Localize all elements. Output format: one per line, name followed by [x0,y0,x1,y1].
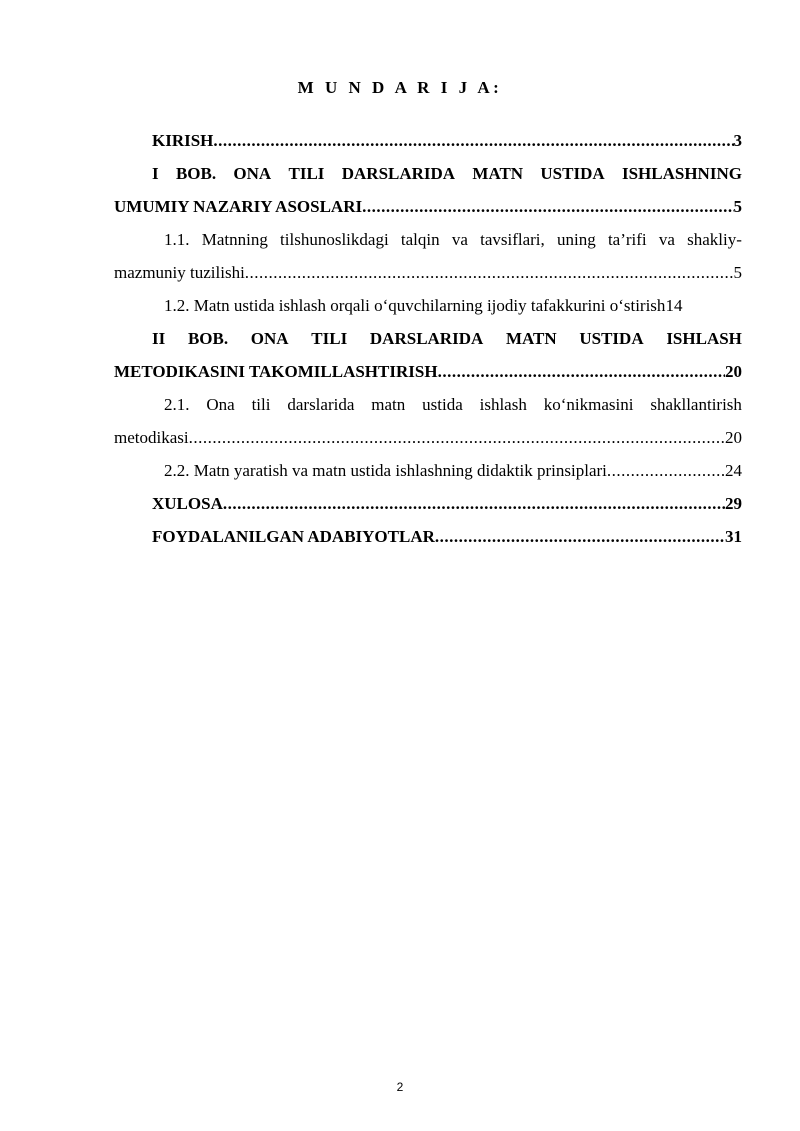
word: ko‘nikmasini [543,395,634,414]
dot-leader [189,421,725,454]
toc-entry-label: 1.2. Matn ustida ishlash orqali o‘quvchilarning ijodiy tafakkurini o‘stirish [164,296,666,315]
toc-page-number: 31 [725,527,742,546]
word: BOB. [187,329,229,348]
toc-entry-label: METODIKASINI TAKOMILLASHTIRISH [114,362,438,381]
word: tavsiflari, [480,230,545,249]
toc-entry-kirish[interactable] [114,124,742,157]
word: talqin [400,230,440,249]
dot-leader [438,355,725,388]
word: ISHLASH [666,329,742,348]
footer-page-number: 2 [396,1080,404,1094]
word: ONA [233,164,272,183]
word: darslarida [287,395,355,414]
word: matn [371,395,406,414]
toc-entry-section-1-2[interactable] [114,289,742,322]
word: va [451,230,468,249]
word: tili [251,395,271,414]
word: 1.1. [164,230,190,249]
word: TILI [311,329,348,348]
dot-leader [223,487,725,520]
word: Matnning [201,230,268,249]
dot-leader [213,124,733,157]
word: ISHLASHNING [621,164,742,183]
word: ishlash [479,395,527,414]
word: 2.1. [164,395,190,414]
toc-entry-label: 2.2. Matn yaratish va matn ustida ishlashning didaktik prinsiplari [164,461,607,480]
word: ustida [422,395,463,414]
toc-entry-line [114,388,742,421]
toc-entry-xulosa[interactable] [114,487,742,520]
toc-page-number: 20 [725,428,742,447]
word: DARSLARIDA [369,329,484,348]
toc-entry-section-1-1[interactable] [114,223,742,289]
toc-page-number: 20 [725,362,742,381]
dot-leader [607,454,725,487]
toc-entry-line [114,157,742,190]
toc-page-number: 14 [665,296,683,315]
toc-entry-section-2-2[interactable] [114,454,742,487]
toc-entry-label: mazmuniy tuzilishi [114,263,245,282]
toc-page-number: 5 [733,197,742,216]
toc-entry-label: FOYDALANILGAN ADABIYOTLAR [152,527,435,546]
table-of-contents [114,124,742,553]
word: uning [556,230,596,249]
dot-leader [245,256,734,289]
word: I [152,164,159,183]
word: va [658,230,675,249]
toc-entry-line [114,223,742,256]
toc-title: M U N D A R I J A: [297,78,503,97]
word: Ona [206,395,235,414]
word: tilshunoslikdagi [280,230,389,249]
toc-entry-chapter-1[interactable] [114,157,742,223]
toc-entry-label: KIRISH [152,131,214,150]
word: USTIDA [540,164,605,183]
toc-entry-chapter-2[interactable] [114,322,742,388]
toc-entry-section-2-1[interactable] [114,388,742,454]
word: TILI [288,164,325,183]
word: MATN [472,164,524,183]
toc-page-number: 29 [725,494,742,513]
word: DARSLARIDA [341,164,456,183]
dot-leader [435,520,725,553]
toc-page-number: 3 [733,131,742,150]
toc-entry-line [114,322,742,355]
toc-page-number: 5 [733,263,742,282]
toc-entry-label: UMUMIY NAZARIY ASOSLARI [114,197,363,216]
word: shakllantirish [650,395,742,414]
word: II [152,329,166,348]
dot-leader [362,190,733,223]
toc-entry-label: metodikasi [114,428,189,447]
word: MATN [505,329,557,348]
word: ONA [250,329,289,348]
word: shakliy- [687,230,742,249]
toc-page-number: 24 [725,461,742,480]
word: USTIDA [579,329,644,348]
word: ta’rifi [607,230,647,249]
toc-entry-references[interactable] [114,520,742,553]
toc-entry-label: XULOSA [152,494,223,513]
word: BOB. [175,164,217,183]
